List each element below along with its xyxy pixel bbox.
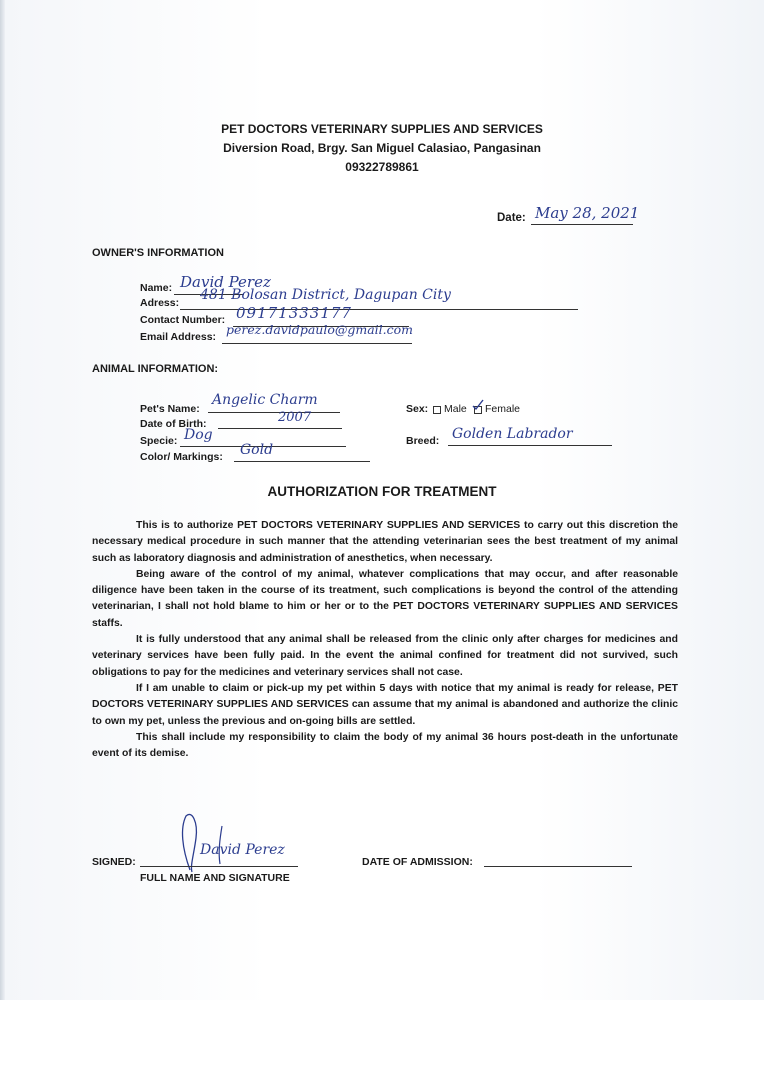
owner-email-value: perez.davidpaulo@gmail.com bbox=[226, 322, 414, 337]
owner-heading: OWNER'S INFORMATION bbox=[92, 247, 224, 259]
color-value: Gold bbox=[240, 442, 274, 458]
breed-line bbox=[448, 445, 612, 446]
owner-email-label: Email Address: bbox=[140, 331, 217, 343]
breed-label: Breed: bbox=[406, 435, 440, 447]
color-line bbox=[234, 461, 370, 462]
dob-line bbox=[218, 428, 342, 429]
sex-male-label: Male bbox=[444, 403, 467, 415]
owner-email-line bbox=[222, 343, 412, 344]
pet-name-label: Pet's Name: bbox=[140, 403, 200, 415]
date-value: May 28, 2021 bbox=[535, 204, 640, 222]
signed-name: David Perez bbox=[200, 842, 285, 858]
authorization-paragraph-5: This shall include my responsibility to claim the body of my animal 36 hours post-death in the unfortunate event of its demise. bbox=[92, 731, 678, 760]
clinic-name: PET DOCTORS VETERINARY SUPPLIES AND SERVICES bbox=[221, 122, 543, 136]
authorization-body bbox=[92, 518, 678, 762]
animal-heading: ANIMAL INFORMATION: bbox=[92, 363, 219, 375]
signed-label: SIGNED: bbox=[92, 856, 136, 868]
date-line bbox=[531, 224, 633, 225]
authorization-paragraph-1: This is to authorize PET DOCTORS VETERINARY SUPPLIES AND SERVICES to carry out this discretion the necessary medical procedure in such manner that the attending veterinarian sees the best treatment of my animal such as laboratory diagnosis and administration of anesthetics, when necessary. bbox=[92, 520, 678, 564]
clinic-phone: 09322789861 bbox=[345, 160, 419, 174]
admission-label: DATE OF ADMISSION: bbox=[362, 856, 473, 868]
pet-name-line bbox=[208, 412, 340, 413]
color-label: Color/ Markings: bbox=[140, 451, 223, 463]
clinic-address: Diversion Road, Brgy. San Miguel Calasiao, Pangasinan bbox=[223, 141, 541, 155]
authorization-paragraph-4: If I am unable to claim or pick-up my pet within 5 days with notice that my animal is ready for release, PET DOCTORS VETERINARY SUPPLIES AND SERVICES can assume that my animal is abandoned and authorize the clinic to own my pet, unless the previous and on-going bills are settled. bbox=[92, 682, 678, 727]
dob-label: Date of Birth: bbox=[140, 418, 207, 430]
signature-caption: FULL NAME AND SIGNATURE bbox=[140, 872, 290, 884]
pet-name-value: Angelic Charm bbox=[212, 392, 318, 408]
owner-name-value: David Perez bbox=[180, 273, 271, 291]
sex-male-checkbox[interactable] bbox=[433, 406, 441, 414]
date-label: Date: bbox=[497, 212, 526, 224]
authorization-title: AUTHORIZATION FOR TREATMENT bbox=[267, 484, 497, 499]
owner-contact-label: Contact Number: bbox=[140, 314, 226, 326]
sex-label: Sex: bbox=[406, 403, 429, 415]
authorization-paragraph-2: Being aware of the control of my animal, whatever complications that may occur, and after reasonable diligence have been taken in the course of its treatment, such complications is beyond the control of the attending veterinarian, I shall not hold blame to him or her or to the PET DOCTORS VETERINARY SUPPLIES AND SERVICES staffs. bbox=[92, 568, 678, 629]
owner-address-value: 481 Bolosan District, Dagupan City bbox=[200, 287, 451, 303]
owner-name-label: Name: bbox=[140, 282, 173, 294]
dob-value: 2007 bbox=[278, 410, 312, 425]
owner-contact-value: 09171333177 bbox=[236, 304, 352, 322]
admission-line bbox=[484, 866, 632, 867]
signature-line bbox=[140, 866, 298, 867]
specie-value: Dog bbox=[184, 427, 213, 443]
checkmark-icon bbox=[471, 398, 485, 412]
authorization-paragraph-3: It is fully understood that any animal shall be released from the clinic only after charges for medicines and veterinary services have been fully paid. In the event the animal confined for treatment did not survived, such obligations to pay for the medicines and veterinary services shall not case. bbox=[92, 634, 678, 678]
breed-value: Golden Labrador bbox=[452, 426, 573, 442]
sex-female-label: Female bbox=[485, 403, 521, 415]
specie-label: Specie: bbox=[140, 435, 178, 447]
owner-address-label: Adress: bbox=[140, 297, 180, 309]
